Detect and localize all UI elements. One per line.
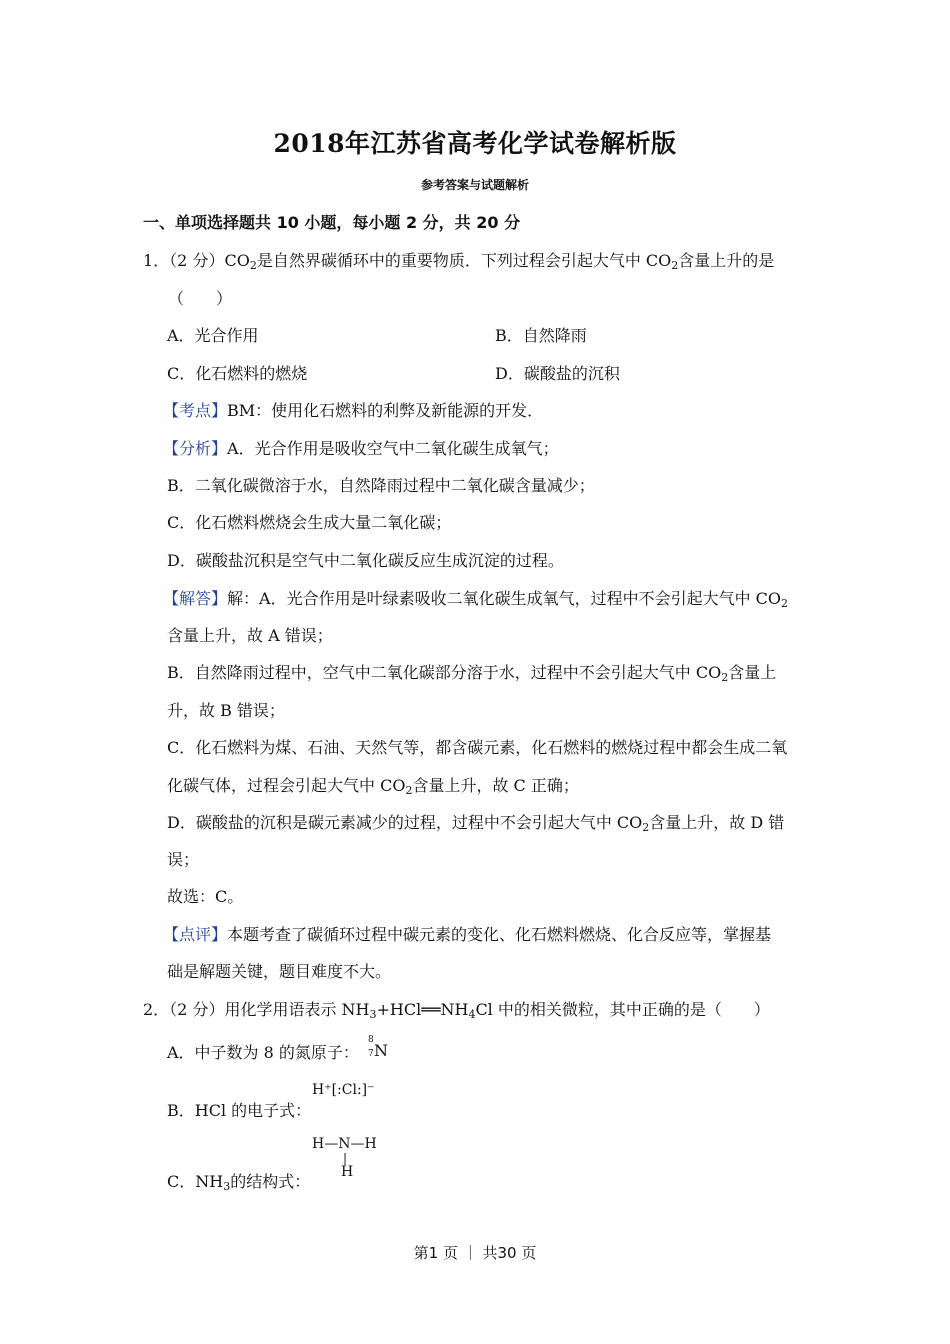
nitrogen-nuclide-symbol: 8 7 N <box>368 1035 389 1060</box>
q1-jieda-b2: 升，故 B 错误； <box>167 701 285 720</box>
q1-jieda-b1: B．自然降雨过程中，空气中二氧化碳部分溶于水，过程中不会引起大气中 $CO_2$含量上 <box>167 663 777 684</box>
q1-fenxi-b: B．二氧化碳微溶于水，自然降雨过程中二氧化碳含量减少； <box>167 476 595 495</box>
fenxi-tag: 【分析】 <box>163 439 228 458</box>
q1-jieda-a2: 含量上升，故 A 错误； <box>167 626 333 645</box>
q2-option-a: A．中子数为 8 的氮原子： 8 7 N <box>167 1035 389 1062</box>
q2-option-c: C．$NH_3$的结构式： <box>167 1172 311 1193</box>
q2-stem: 2．（2 分）用化学用语表示 $NH_3+HCl══NH_4Cl$ 中的相关微粒，其中正确的是（ ） <box>143 1000 770 1021</box>
q1-fenxi: 【分析】A．光合作用是吸收空气中二氧化碳生成氧气； <box>163 439 559 458</box>
q1-jieda: 【解答】解：A．光合作用是叶绿素吸收二氧化碳生成氧气，过程中不会引起大气中 $CO_2$ <box>163 589 789 610</box>
section-heading: 一、单项选择题共 10 小题，每小题 2 分，共 20 分 <box>143 213 521 232</box>
page-footer: 第1 页 ｜ 共30 页 <box>413 1244 537 1262</box>
hcl-electron-formula: H⁺[:Cl:]⁻ <box>312 1082 375 1098</box>
jieda-tag: 【解答】 <box>163 589 228 608</box>
q1-fenxi-c: C．化石燃料燃烧会生成大量二氧化碳； <box>167 513 452 532</box>
nh3-structure-bond: | <box>343 1151 348 1165</box>
q2-option-b: B．HCl 的电子式： <box>167 1101 312 1120</box>
q1-stem: 1．（2 分）$CO_2$是自然界碳循环中的重要物质．下列过程会引起大气中 $CO_2$含量上升的是 <box>143 251 775 272</box>
q1-jieda-d2: 误； <box>167 850 200 869</box>
kaodian-tag: 【考点】 <box>163 401 228 420</box>
page-title: 2018年江苏省高考化学试卷解析版 <box>273 129 677 158</box>
q1-dianping: 【点评】本题考查了碳循环过程中碳元素的变化、化石燃料燃烧、化合反应等，掌握基 <box>163 925 772 944</box>
q1-option-c: C．化石燃料的燃烧 <box>167 364 308 383</box>
dianping-tag: 【点评】 <box>163 925 228 944</box>
nh3-structure-bottom: H <box>341 1164 354 1180</box>
nh3-structure-top: H—N—H <box>312 1136 377 1152</box>
page-subtitle: 参考答案与试题解析 <box>420 178 529 192</box>
q1-option-b: B．自然降雨 <box>495 326 587 345</box>
q1-option-a: A．光合作用 <box>167 326 259 345</box>
q1-blank: （ ） <box>168 289 233 308</box>
q1-fenxi-d: D．碳酸盐沉积是空气中二氧化碳反应生成沉淀的过程。 <box>167 551 564 570</box>
q1-jieda-c2: 化碳气体，过程会引起大气中 $CO_2$含量上升，故 C 正确； <box>167 776 579 797</box>
q1-kaodian: 【考点】BM：使用化石燃料的利弊及新能源的开发． <box>163 401 544 420</box>
q1-jieda-c1: C．化石燃料为煤、石油、天然气等，都含碳元素，化石燃料的燃烧过程中都会生成二氧 <box>167 738 788 757</box>
q1-answer: 故选：C。 <box>167 887 244 906</box>
q1-option-d: D．碳酸盐的沉积 <box>495 364 620 383</box>
q1-dianping-2: 础是解题关键，题目难度不大。 <box>167 962 392 981</box>
q1-jieda-d1: D．碳酸盐的沉积是碳元素减少的过程，过程中不会引起大气中 $CO_2$含量上升，故 D 错 <box>167 813 785 834</box>
